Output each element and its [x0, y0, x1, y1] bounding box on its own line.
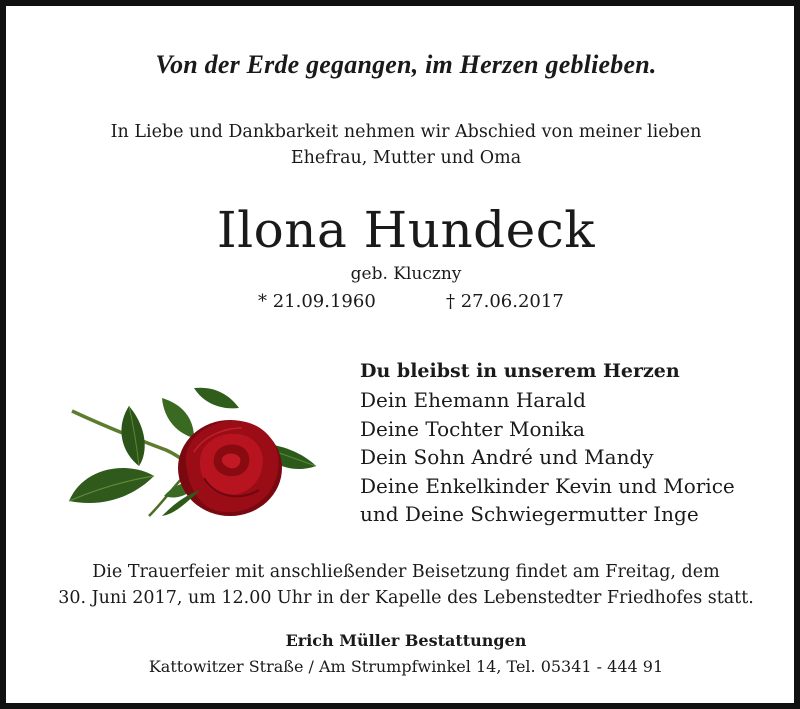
- deceased-name: Ilona Hundeck: [216, 201, 596, 259]
- undertaker-address: Kattowitzer Straße / Am Strumpfwinkel 14, Tel. 05341 - 444 91: [148, 657, 664, 676]
- intro-line-1: In Liebe und Dankbarkeit nehmen wir Abschied von meiner lieben: [110, 122, 702, 142]
- undertaker-name: Erich Müller Bestattungen: [285, 631, 527, 650]
- red-rose-illustration: [54, 366, 324, 534]
- survivor-line: Dein Ehemann Harald: [360, 388, 586, 412]
- funeral-service-info: [6, 559, 800, 611]
- survivors-heading: Du bleibst in unserem Herzen: [360, 360, 680, 382]
- survivor-line: Deine Tochter Monika: [360, 416, 585, 441]
- birth-name: geb. Kluczny: [350, 264, 462, 284]
- intro-text: [6, 119, 800, 171]
- survivor-line: und Deine Schwiegermutter Inge: [360, 502, 699, 527]
- death-date: † 27.06.2017: [446, 291, 564, 312]
- service-line-1: Die Trauerfeier mit anschließender Beisetzung findet am Freitag, dem: [92, 562, 720, 582]
- intro-line-2: Ehefrau, Mutter und Oma: [290, 148, 522, 168]
- survivor-line: Dein Sohn André und Mandy: [360, 445, 654, 470]
- survivor-line: Deine Enkelkinder Kevin und Morice: [360, 473, 735, 498]
- tagline: Von der Erde gegangen, im Herzen geblieben.: [155, 50, 657, 79]
- birth-date: * 21.09.1960: [258, 291, 376, 312]
- service-line-2: 30. Juni 2017, um 12.00 Uhr in der Kapelle des Lebenstedter Friedhofes statt.: [58, 588, 754, 608]
- undertaker-info: [6, 628, 800, 680]
- survivors-list: [360, 356, 735, 529]
